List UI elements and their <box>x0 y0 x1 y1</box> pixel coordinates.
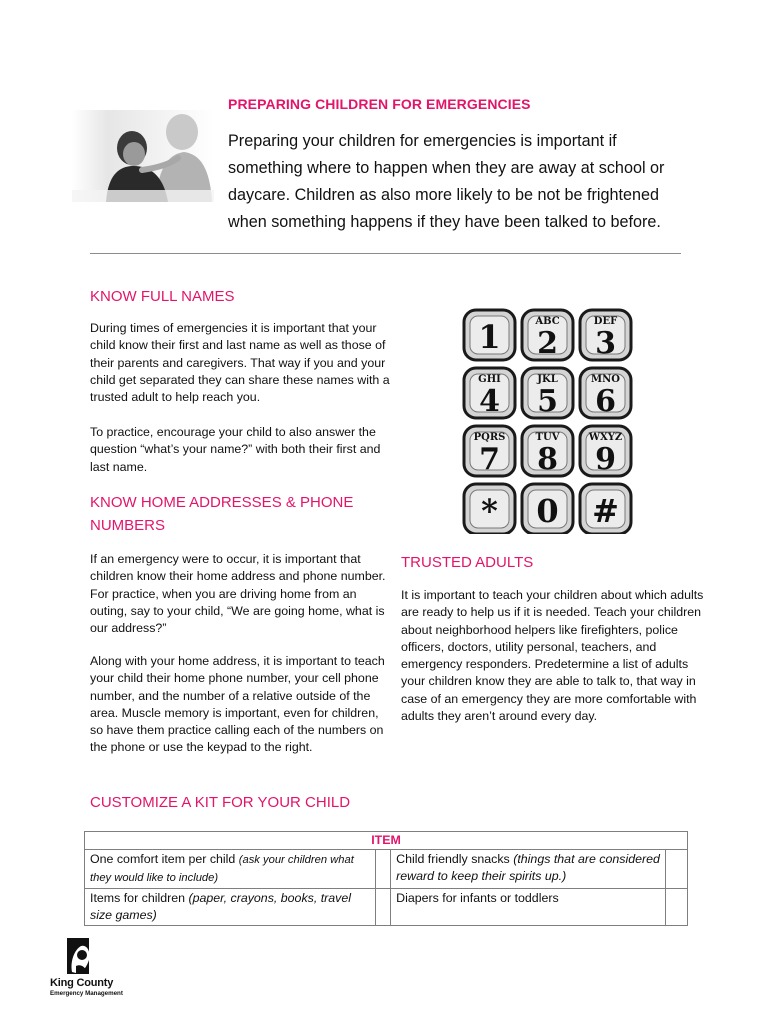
keypad-letters: TUV <box>535 432 560 443</box>
keypad-digit: 2 <box>537 326 558 361</box>
item-note: (things that are considered reward to keep their spirits up.) <box>396 852 660 883</box>
table-header-item: ITEM <box>85 832 688 850</box>
keypad-key <box>464 484 515 534</box>
intro-paragraph: Preparing your children for emergencies is important if something where to happen when they are away at school or daycare. Children as also more likely to be not be frightened when something happens if they have been talked to before. <box>228 132 665 231</box>
heading-know-full-names: KNOW FULL NAMES <box>90 288 235 305</box>
document-title: PREPARING CHILDREN FOR EMERGENCIES <box>228 96 531 112</box>
keypad-letters: GHI <box>478 374 501 385</box>
parent-child-photo <box>72 110 214 202</box>
table-cell <box>391 850 666 889</box>
names-paragraph-1: During times of emergencies it is important that your child know their first and last name as well as those of their parents and caregivers. That way if you and your child get separated they can share these names with a trusted adult to help reach you. <box>90 321 390 405</box>
table-header-row <box>85 832 688 850</box>
keypad-letters: PQRS <box>473 432 506 443</box>
item-label: Items for children <box>90 891 186 905</box>
keypad-key <box>580 310 631 361</box>
keypad-letters: JKL <box>537 374 558 385</box>
keypad-digit: 7 <box>479 442 500 477</box>
keypad-key <box>464 310 515 360</box>
keypad-key <box>522 368 573 419</box>
keypad-key <box>580 426 631 477</box>
table-row <box>85 889 688 926</box>
address-paragraph-1: If an emergency were to occur, it is important that children know their home address and phone number. For practice, when you are driving home from an outing, say to your child, “We are going home, what is our address?” <box>90 552 386 636</box>
keypad-digit: 4 <box>479 384 500 419</box>
heading-trusted-adults: TRUSTED ADULTS <box>401 554 534 571</box>
keypad-key <box>580 368 631 419</box>
keypad-digit: * <box>481 492 498 530</box>
item-label: One comfort item per child <box>90 852 236 866</box>
keypad-key <box>464 368 515 419</box>
keypad-key <box>522 484 573 534</box>
keypad-keys <box>464 310 631 534</box>
heading-know-addresses: KNOW HOME ADDRESSES & PHONE NUMBERS <box>90 494 354 534</box>
keypad-key <box>580 484 631 534</box>
checkbox-cell[interactable] <box>666 850 688 889</box>
item-label: Child friendly snacks <box>396 852 510 866</box>
keypad-digit: 5 <box>537 384 558 419</box>
kit-table <box>84 831 688 926</box>
horizontal-divider <box>90 253 681 254</box>
logo-name: King County <box>50 977 114 989</box>
trusted-paragraph: It is important to teach your children about which adults are ready to help us if it is needed. Teach your children about neighborhood helpers like firefighters, police officers, doctors, utility personal, teachers, and emergency responders. Predetermine a list of adults your children know they are able to talk to, that way in case of an emergency they are more comfortable with adults they aren’t around every day. <box>401 588 704 724</box>
checkbox-cell[interactable] <box>375 889 391 926</box>
table-cell <box>85 850 376 889</box>
table-cell <box>391 889 666 926</box>
keypad-key <box>522 426 573 477</box>
item-note: (ask your children what they would like to include) <box>90 854 354 884</box>
checkbox-cell[interactable] <box>666 889 688 926</box>
keypad-letters: WXYZ <box>588 432 623 443</box>
checkbox-cell[interactable] <box>375 850 391 889</box>
keypad-digit: # <box>592 492 619 530</box>
keypad-digit: 3 <box>595 326 616 361</box>
logo-subtitle: Emergency Management <box>50 990 123 997</box>
keypad-digit: 0 <box>536 492 559 530</box>
keypad-digit: 1 <box>478 318 501 356</box>
keypad-digit: 8 <box>537 442 558 477</box>
keypad-letters: DEF <box>593 316 618 327</box>
keypad-letters: ABC <box>535 316 560 327</box>
item-note: (paper, crayons, books, travel size games) <box>90 891 352 922</box>
names-paragraph-2: To practice, encourage your child to also answer the question “what’s your name?” with both their first and last name. <box>90 425 381 474</box>
phone-keypad <box>460 308 638 534</box>
item-label: Diapers for infants or toddlers <box>396 891 559 905</box>
keypad-key <box>522 310 573 361</box>
keypad-key <box>464 426 515 477</box>
heading-customize-kit: CUSTOMIZE A KIT FOR YOUR CHILD <box>90 794 351 811</box>
table-cell <box>85 889 376 926</box>
table-row <box>85 850 688 889</box>
keypad-digit: 6 <box>595 384 616 419</box>
address-paragraph-2: Along with your home address, it is important to teach your child their home phone number, your cell phone number, and the number of a relative outside of the area. Muscle memory is important, even for children, so have them practice calling each of the numbers on the phone or use the keypad to the right. <box>90 654 385 755</box>
keypad-letters: MNO <box>591 374 620 385</box>
keypad-digit: 9 <box>595 442 616 477</box>
